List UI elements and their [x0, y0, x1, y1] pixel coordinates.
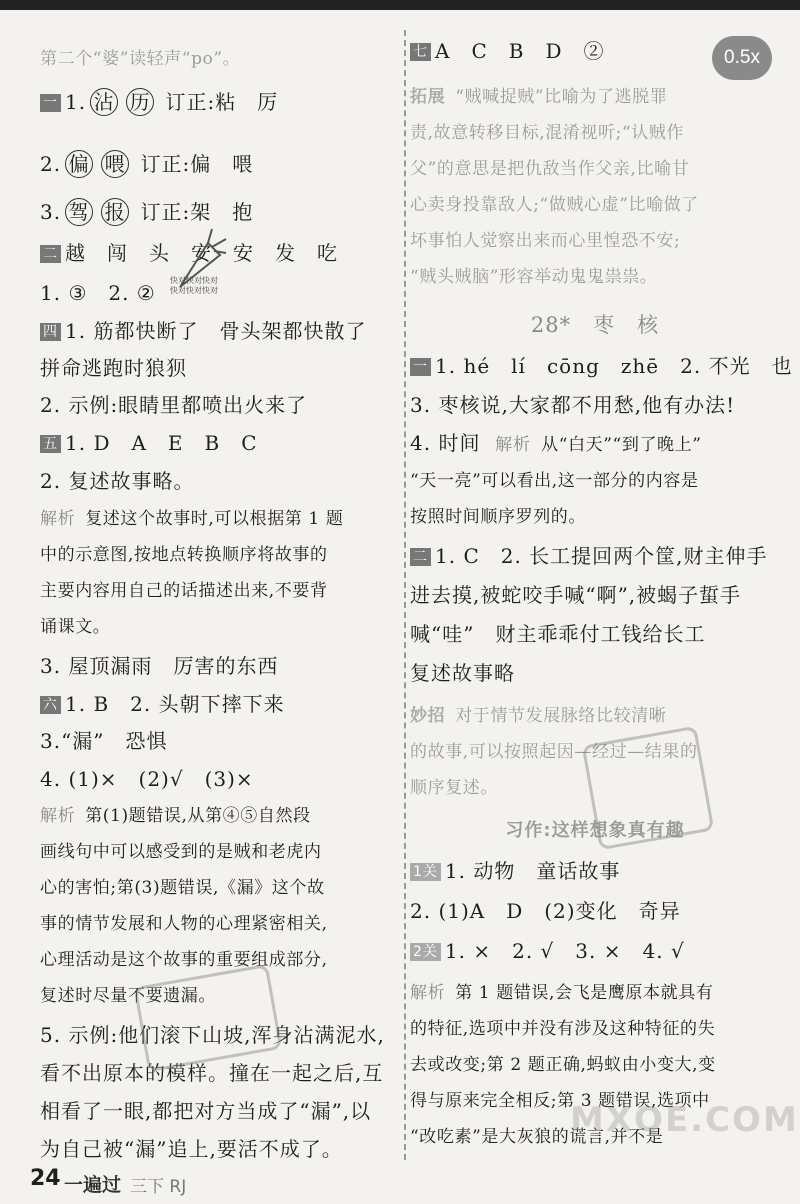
- zoom-level-badge[interactable]: 0.5x: [712, 36, 772, 80]
- level-tag: 1关: [410, 863, 441, 881]
- answer-line: 四 1. 筋都快断了 骨头架都快散了: [40, 318, 366, 344]
- answer-line: 4. 时间 解析 从“白天”“到了晚上”: [410, 431, 702, 455]
- analysis-line: 事的情节发展和人物的心理紧密相关,: [40, 914, 328, 934]
- analysis-line: 画线句中可以感受到的是贼和老虎内: [40, 842, 322, 862]
- answer-line: 3. 屋顶漏雨 厉害的东西: [40, 654, 279, 678]
- analysis-line: 中的示意图,按地点转换顺序将故事的: [40, 545, 328, 565]
- extension-label: 拓展: [410, 87, 446, 107]
- page-number: 24: [30, 1166, 61, 1191]
- level-tag: 2关: [410, 943, 441, 961]
- answer-line: 为自己被“漏”追上,要活不成了。: [40, 1137, 343, 1161]
- analysis-line: 得与原来完全相反;第 3 题错误,选项中: [410, 1091, 710, 1111]
- section-tag: 七: [410, 43, 431, 61]
- extension-line: 责,故意转移目标,混淆视听;“认贼作: [410, 123, 685, 143]
- tip-label: 妙招: [410, 706, 446, 726]
- answer-line: 3. 枣核说,大家都不用愁,他有办法!: [410, 393, 736, 417]
- analysis-line: 心的害怕;第(3)题错误,《漏》这个故: [40, 878, 325, 898]
- answer-line: 5. 示例:他们滚下山坡,浑身沾满泥水,: [40, 1023, 385, 1047]
- answer-line: 4. (1)× (2)√ (3)×: [40, 767, 254, 791]
- answer-line: 二 1. C 2. 长工提回两个筐,财主伸手: [410, 543, 768, 569]
- extension-line: 坏事怕人觉察出来而心里惶恐不安;: [410, 231, 681, 251]
- answer-line: 一 1. hé lí cōng zhē 2. 不光 也: [410, 353, 793, 379]
- circled-char: 报: [101, 198, 129, 226]
- answer-line: 七 A C B D ②: [410, 38, 604, 64]
- faint-stamp: [582, 726, 715, 851]
- analysis-label: 解析: [40, 509, 76, 529]
- site-watermark: MXQE.COM: [570, 1100, 799, 1140]
- answer-line: 相看了一眼,都把对方当成了“漏”,以: [40, 1099, 372, 1123]
- analysis-line: 去或改变;第 2 题正确,蚂蚁由小变大,变: [410, 1055, 716, 1075]
- analysis-line: 解析 第 1 题错误,会飞是鹰原本就具有: [410, 983, 714, 1003]
- section-tag: 六: [40, 696, 61, 714]
- analysis-line: “改吃素”是大灰狼的谎言,并不是: [410, 1127, 664, 1147]
- sticker-caption: 快对快对快对 快对快对快对: [170, 276, 218, 295]
- answer-line: 拼命逃跑时狼狈: [40, 356, 187, 380]
- extension-line: 心卖身投靠敌人;“做贼心虚”比喻做了: [410, 195, 699, 215]
- answer-line: 一 1. 沾 历 订正:粘 厉: [40, 88, 278, 116]
- answer-line: 2. 偏 喂 订正:偏 喂: [40, 152, 254, 176]
- analysis-line: 的特征,选项中并没有涉及这种特征的失: [410, 1019, 716, 1039]
- analysis-line: 主要内容用自己的话描述出来,不要背: [40, 581, 328, 601]
- answer-line: 五 1. D A E B C: [40, 430, 258, 456]
- analysis-line: 心理活动是这个故事的重要组成部分,: [40, 950, 328, 970]
- answer-line: 3.“漏” 恐惧: [40, 729, 168, 753]
- answer-line: 2. 复述故事略。: [40, 469, 195, 493]
- analysis-line: 解析 复述这个故事时,可以根据第 1 题: [40, 509, 344, 529]
- section-tag: 四: [40, 323, 61, 341]
- section-tag: 二: [40, 245, 61, 263]
- circled-char: 历: [126, 88, 154, 116]
- writing-title: 习作:这样想象真有趣: [505, 820, 685, 841]
- circled-char: 偏: [65, 150, 93, 178]
- brand-logo: 一遍过: [64, 1174, 122, 1196]
- tip-line: 妙招 对于情节发展脉络比较清晰: [410, 706, 667, 726]
- answer-line: 复述故事略: [410, 661, 515, 685]
- circled-char: 喂: [101, 150, 129, 178]
- column-divider: [404, 30, 406, 1160]
- answer-line: 2关 1. × 2. √ 3. × 4. √: [410, 938, 685, 964]
- analysis-line: 诵课文。: [40, 617, 111, 637]
- answer-line: 六 1. B 2. 头朝下摔下来: [40, 691, 285, 717]
- section-tag: 五: [40, 435, 61, 453]
- answer-line: 1关 1. 动物 童话故事: [410, 858, 620, 884]
- answer-line: 喊“哇” 财主乖乖付工钱给长工: [410, 622, 706, 646]
- section-tag: 一: [410, 358, 431, 376]
- answer-line: 进去摸,被蛇咬手喊“啊”,被蝎子蜇手: [410, 583, 742, 607]
- analysis-line: 按照时间顺序罗列的。: [410, 507, 586, 527]
- analysis-label: 解析: [495, 435, 532, 455]
- page-footer: [0, 1160, 800, 1204]
- tip-line: 的故事,可以按照起因—经过—结果的: [410, 742, 698, 762]
- section-tag: 二: [410, 548, 431, 566]
- extension-line: 父”的意思是把仇敌当作父亲,比喻甘: [410, 159, 690, 179]
- answer-line: 看不出原本的模样。撞在一起之后,互: [40, 1061, 384, 1085]
- answer-line: 1. ③ 2. ②: [40, 281, 156, 305]
- analysis-label: 解析: [40, 806, 76, 826]
- answer-line: 2. 示例:眼睛里都喷出火来了: [40, 393, 308, 417]
- tip-line: 顺序复述。: [410, 778, 498, 798]
- analysis-line: 解析 第(1)题错误,从第④⑤自然段: [40, 806, 311, 826]
- lesson-title: 28* 枣 核: [530, 313, 660, 337]
- text-line: 第二个“婆”读轻声“po”。: [40, 49, 241, 69]
- section-tag: 一: [40, 94, 61, 112]
- extension-line: “贼头贼脑”形容举动鬼鬼祟祟。: [410, 267, 658, 287]
- analysis-line: 复述时尽量不要遗漏。: [40, 986, 216, 1006]
- faint-stamp: [134, 964, 283, 1072]
- answer-line: 3. 驾 报 订正:架 抱: [40, 200, 254, 224]
- answer-line: 二 越 闯 头 安 安 发 吃: [40, 240, 338, 266]
- circled-char: 驾: [65, 198, 93, 226]
- grade-label: 三下 RJ: [130, 1177, 187, 1197]
- extension-line: 拓展 “贼喊捉贼”比喻为了逃脱罪: [410, 87, 668, 107]
- analysis-label: 解析: [410, 983, 446, 1003]
- analysis-line: “天一亮”可以看出,这一部分的内容是: [410, 471, 699, 491]
- circled-char: 沾: [90, 88, 118, 116]
- top-edge-bar: [0, 0, 800, 10]
- answer-line: 2. (1)A D (2)变化 奇异: [410, 899, 681, 923]
